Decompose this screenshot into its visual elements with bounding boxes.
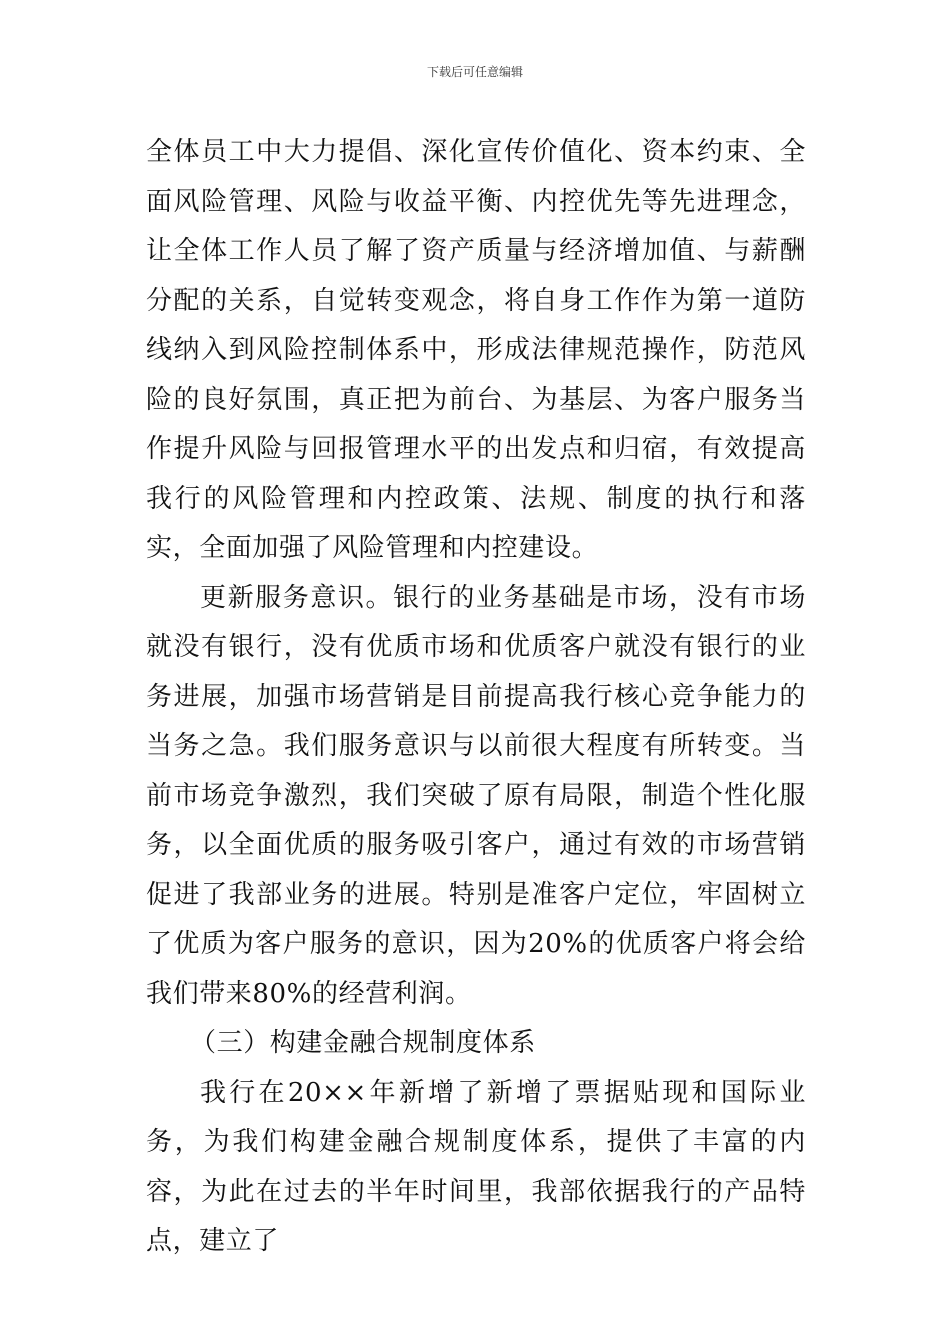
paragraph-risk-management: 全体员工中大力提倡、深化宣传价值化、资本约束、全面风险管理、风险与收益平衡、内控优先等先进理念，让全体工作人员了解了资产质量与经济增加值、与薪酬分配的关系，自觉转变观念，将自身工作作为第一道防线纳入到风险控制体系中，形成法律规范操作，防范风险的良好氛围，真正把为前台、为基层、为客户服务当作提升风险与回报管理水平的出发点和归宿，有效提高我行的风险管理和内控政策、法规、制度的执行和落实，全面加强了风险管理和内控建设。 bbox=[146, 137, 806, 563]
paragraph-service-awareness: 更新服务意识。银行的业务基础是市场，没有市场就没有银行，没有优质市场和优质客户就没有银行的业务进展，加强市场营销是目前提高我行核心竞争能力的当务之急。我们服务意识与以前很大程度有所转变。当前市场竞争激烈，我们突破了原有局限，制造个性化服务，以全面优质的服务吸引客户，通过有效的市场营销促进了我部业务的进展。特别是准客户定位，牢固树立了优质为客户服务的意识，因为20%的优质客户将会给我们带来80%的经营利润。 bbox=[146, 582, 806, 1009]
page-header: 下载后可任意编辑 bbox=[426, 65, 523, 79]
document-body bbox=[146, 128, 806, 1267]
section-heading: （三）构建金融合规制度体系 bbox=[190, 1028, 536, 1058]
paragraph-compliance-system: 我行在20××年新增了新增了票据贴现和国际业务，为我们构建金融合规制度体系，提供了丰富的内容，为此在过去的半年时间里，我部依据我行的产品特点，建立了 bbox=[146, 1077, 806, 1256]
